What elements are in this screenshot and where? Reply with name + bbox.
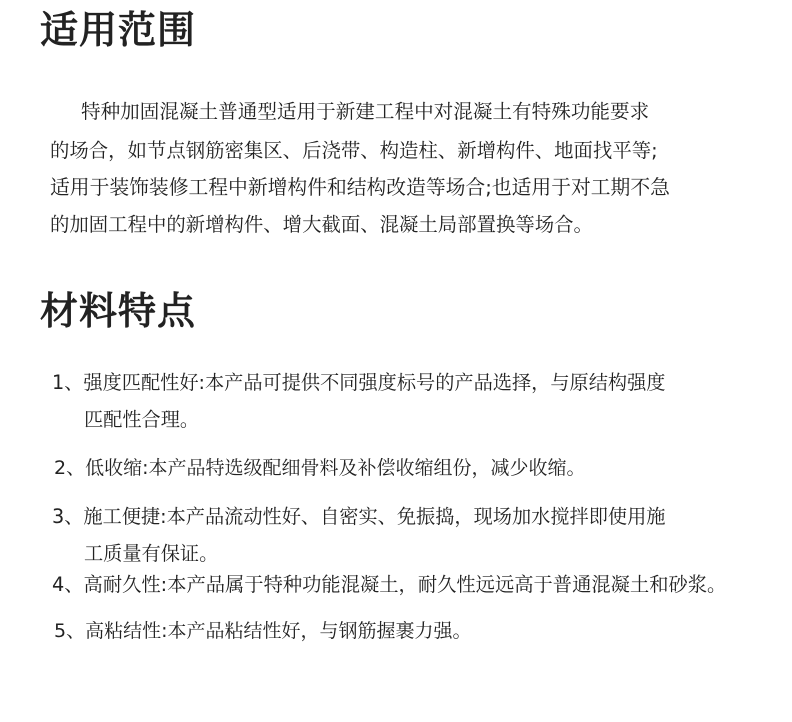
feature-4-line-1: 4、高耐久性:本产品属于特种功能混凝土，耐久性远远高于普通混凝土和砂浆。 bbox=[52, 573, 727, 596]
section-title-features: 材料特点 bbox=[40, 289, 197, 333]
scope-line-2: 的场合，如节点钢筋密集区、后浇带、构造柱、新增构件、地面找平等; bbox=[50, 139, 658, 162]
feature-1-line-1: 1、强度匹配性好:本产品可提供不同强度标号的产品选择，与原结构强度 bbox=[52, 371, 666, 394]
feature-2-line-1: 2、低收缩:本产品特选级配细骨料及补偿收缩组份，减少收缩。 bbox=[54, 457, 586, 479]
feature-5-line-1: 5、高粘结性:本产品粘结性好，与钢筋握裹力强。 bbox=[54, 620, 472, 642]
section-title-scope: 适用范围 bbox=[40, 8, 197, 52]
scope-line-1: 特种加固混凝土普通型适用于新建工程中对混凝土有特殊功能要求 bbox=[81, 100, 650, 123]
scope-line-4: 的加固工程中的新增构件、增大截面、混凝土局部置换等场合。 bbox=[50, 213, 593, 236]
feature-3-line-1: 3、施工便捷:本产品流动性好、自密实、免振捣，现场加水搅拌即使用施 bbox=[52, 505, 666, 528]
scope-line-3: 适用于装饰装修工程中新增构件和结构改造等场合;也适用于对工期不急 bbox=[50, 176, 670, 199]
feature-3-line-2: 工质量有保证。 bbox=[84, 542, 219, 565]
feature-1-line-2: 匹配性合理。 bbox=[84, 408, 200, 431]
